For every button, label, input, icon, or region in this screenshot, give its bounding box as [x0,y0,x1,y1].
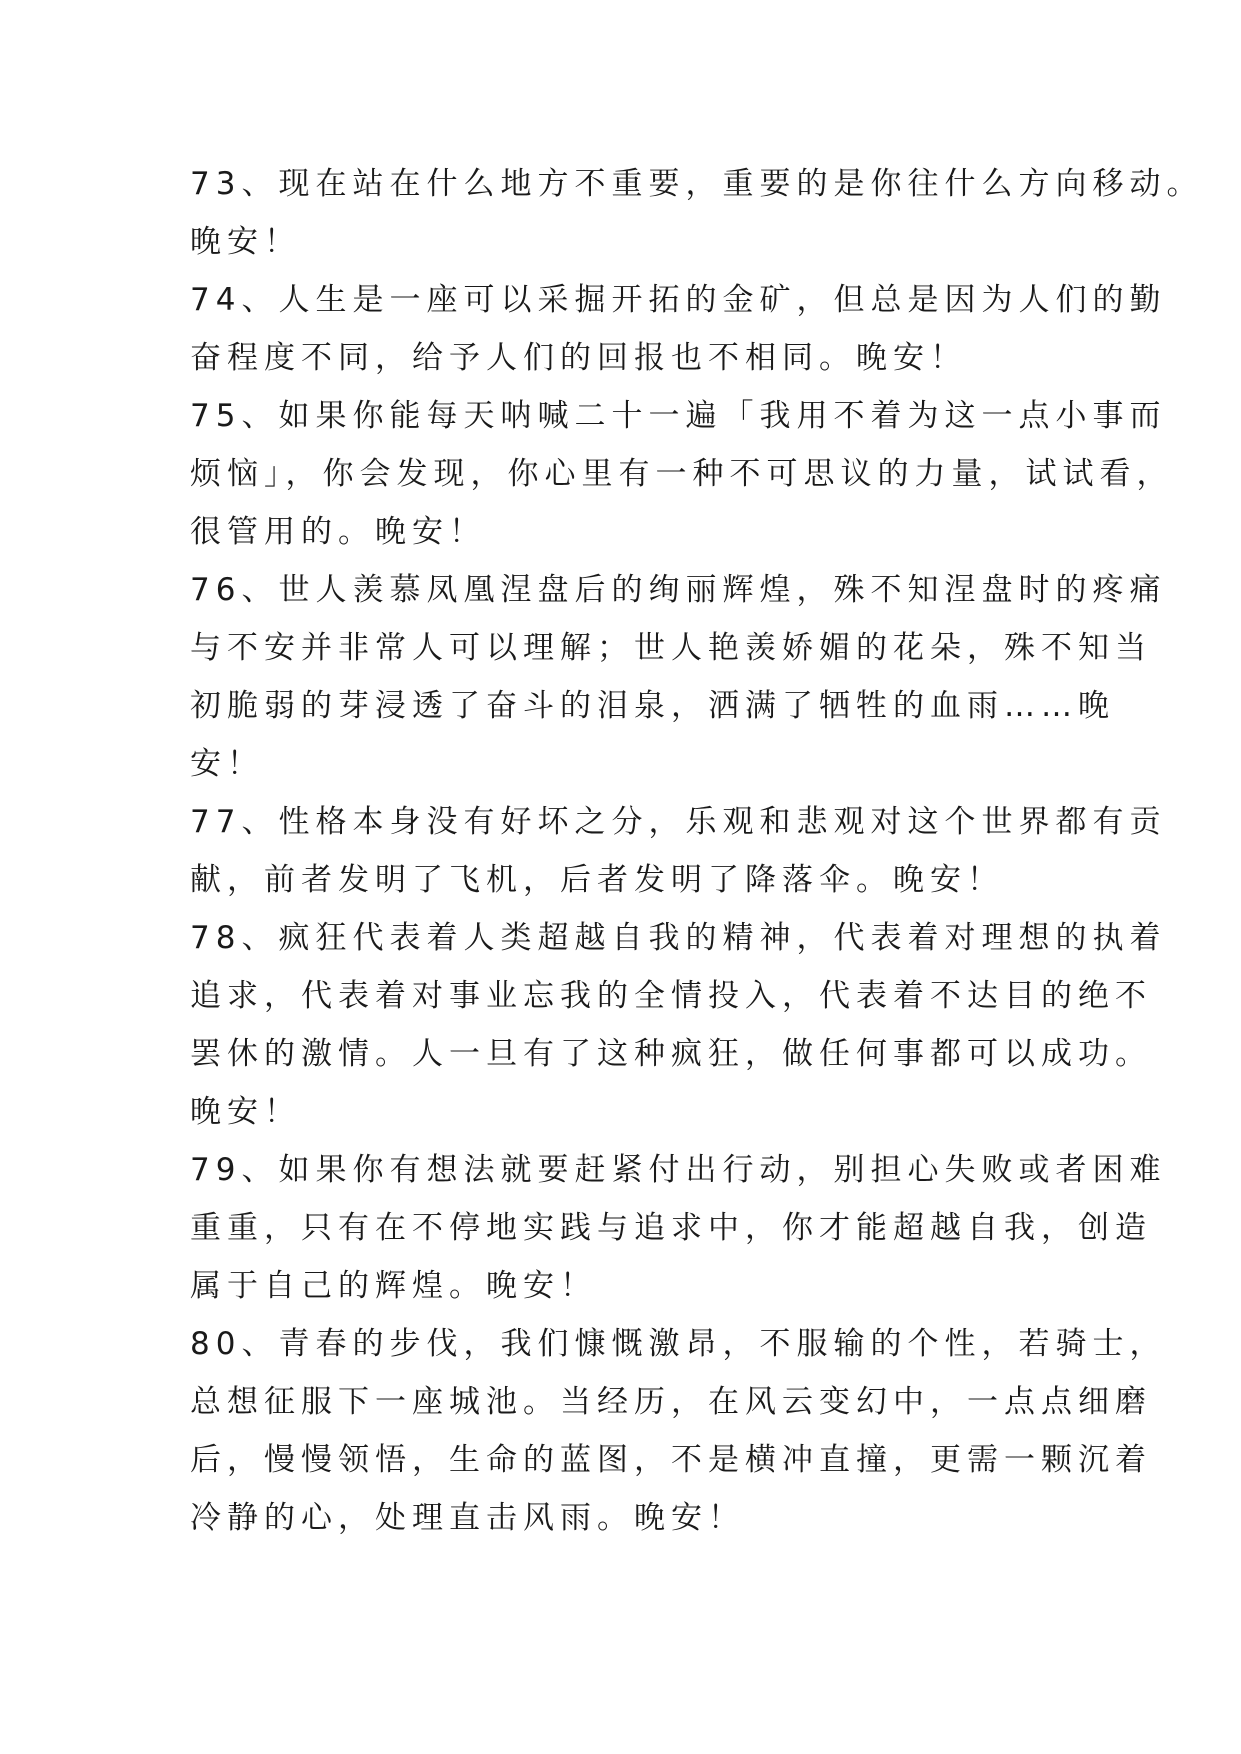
text-line: 初脆弱的芽浸透了奋斗的泪泉，洒满了牺牲的血雨……晚 [190,688,1115,724]
text-line: 与不安并非常人可以理解；世人艳羡娇媚的花朵，殊不知当 [190,630,1152,666]
text-line: 78、疯狂代表着人类超越自我的精神，代表着对理想的执着 [190,920,1167,956]
text-line: 安！ [190,746,264,782]
text-line: 奋程度不同，给予人们的回报也不相同。晚安！ [190,340,967,376]
text-line: 80、青春的步伐，我们慷慨激昂，不服输的个性，若骑士， [190,1326,1167,1362]
text-line: 罢休的激情。人一旦有了这种疯狂，做任何事都可以成功。 [190,1036,1152,1072]
text-line: 献，前者发明了飞机，后者发明了降落伞。晚安！ [190,862,1004,898]
text-line: 晚安！ [190,1094,301,1130]
text-line: 75、如果你能每天呐喊二十一遍「我用不着为这一点小事而 [190,398,1167,434]
text-line: 冷静的心，处理直击风雨。晚安！ [190,1500,745,1536]
text-line: 很管用的。晚安！ [190,514,486,550]
text-line: 77、性格本身没有好坏之分，乐观和悲观对这个世界都有贡 [190,804,1167,840]
text-line: 属于自己的辉煌。晚安！ [190,1268,597,1304]
text-line: 后，慢慢领悟，生命的蓝图，不是横冲直撞，更需一颗沉着 [190,1442,1152,1478]
document-body [190,155,1204,1547]
text-line: 74、人生是一座可以采掘开拓的金矿，但总是因为人们的勤 [190,282,1167,318]
text-line: 总想征服下一座城池。当经历，在风云变幻中，一点点细磨 [190,1384,1152,1420]
text-line: 76、世人羡慕凤凰涅盘后的绚丽辉煌，殊不知涅盘时的疼痛 [190,572,1167,608]
text-line: 烦恼」，你会发现，你心里有一种不可思议的力量，试试看， [190,456,1174,492]
text-line: 重重，只有在不停地实践与追求中，你才能超越自我，创造 [190,1210,1152,1246]
text-line: 79、如果你有想法就要赶紧付出行动，别担心失败或者困难 [190,1152,1167,1188]
text-line: 73、现在站在什么地方不重要，重要的是你往什么方向移动。 [190,166,1204,202]
text-line: 晚安！ [190,224,301,260]
text-line: 追求，代表着对事业忘我的全情投入，代表着不达目的绝不 [190,978,1152,1014]
